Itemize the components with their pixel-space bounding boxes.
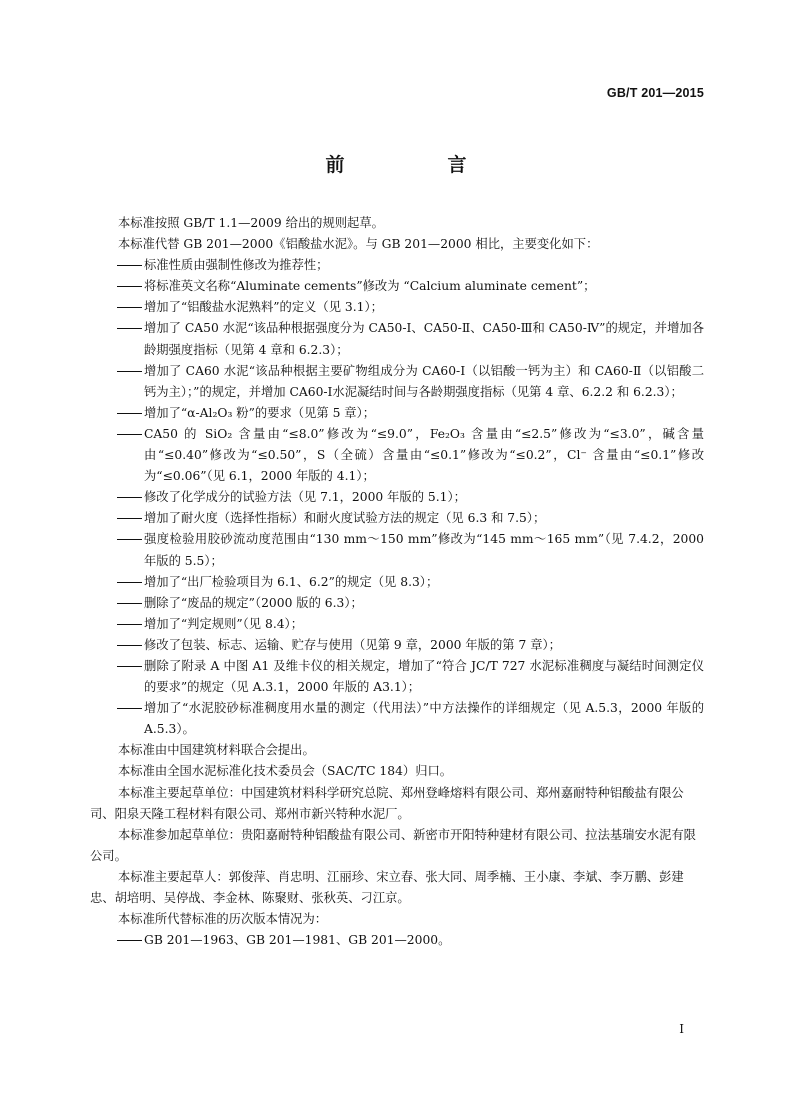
paragraph: 本标准所代替标准的历次版本情况为：: [118, 912, 328, 927]
list-item: 增加了“判定规则”（见 8.4）；: [144, 616, 304, 631]
standard-number: GB/T 201—2015: [606, 86, 704, 100]
list-item: 修改了化学成分的试验方法（见 7.1，2000 年版的 5.1）；: [144, 490, 466, 505]
paragraph: 本标准按照 GB/T 1.1—2009 给出的规则起草。: [118, 216, 384, 230]
paragraph: 本标准主要起草人：郭俊萍、肖忠明、江丽珍、宋立春、张大同、周季楠、王小康、李斌、李万鹏、彭建忠、胡培明、吴停战、李金林、陈聚财、张秋英、刁江京。: [90, 869, 684, 905]
changes-list: [116, 255, 704, 740]
paragraph: 本标准由中国建筑材料联合会提出。: [118, 743, 315, 758]
page-title: 前 言: [325, 154, 509, 176]
paragraph: 本标准由全国水泥标准化技术委员会（SAC/TC 184）归口。: [118, 764, 453, 779]
list-item: 增加了“水泥胶砂标准稠度用水量的测定（代用法）”中方法操作的详细规定（见 A.5.3，2000 年版的 A.5.3）。: [144, 701, 704, 737]
list-item: CA50 的 SiO₂ 含量由“≤8.0”修改为“≤9.0”，Fe₂O₃ 含量由“≤2.5”修改为“≤3.0”，碱含量由“≤0.40”修改为“≤0.50”，S（全硫）含量由“≤0.1”修改为“≤0.2”，Cl⁻ 含量由“≤0.1”修改为“≤0.06”（见 6.1，2000 年版的 4.1）；: [144, 426, 704, 484]
list-item: 删除了“废品的规定”（2000 版的 6.3）；: [144, 595, 363, 610]
list-item: 增加了“α-Al₂O₃ 粉”的要求（见第 5 章）；: [144, 405, 376, 420]
list-item: 增加了“出厂检验项目为 6.1、6.2”的规定（见 8.3）；: [144, 574, 439, 589]
history-list: [116, 930, 704, 951]
paragraph: 本标准参加起草单位：贵阳嘉耐特种铝酸盐有限公司、新密市开阳特种建材有限公司、拉法基瑞安水泥有限公司。: [90, 827, 696, 863]
list-item: 增加了 CA60 水泥“该品种根据主要矿物组成分为 CA60-Ⅰ（以铝酸一钙为主）和 CA60-Ⅱ（以铝酸二钙为主）；”的规定，并增加 CA60-Ⅰ水泥凝结时间与各龄期强度指标（见第 4 章、6.2.2 和 6.2.3）；: [144, 363, 704, 399]
paragraph: 本标准主要起草单位：中国建筑材料科学研究总院、郑州登峰熔料有限公司、郑州嘉耐特种铝酸盐有限公司、阳泉天隆工程材料有限公司、郑州市新兴特种水泥厂。: [90, 785, 684, 821]
list-item: GB 201—1963、GB 201—1981、GB 201—2000。: [144, 933, 451, 948]
list-item: 增加了耐火度（选择性指标）和耐火度试验方法的规定（见 6.3 和 7.5）；: [144, 511, 546, 526]
list-item: 修改了包装、标志、运输、贮存与使用（见第 9 章，2000 年版的第 7 章）；: [144, 637, 561, 652]
list-item: 将标准英文名称“Aluminate cements”修改为 “Calcium aluminate cement”；: [144, 279, 596, 294]
list-item: 标准性质由强制性修改为推荐性；: [144, 258, 329, 273]
paragraph: 本标准代替 GB 201—2000《铝酸盐水泥》。与 GB 201—2000 相比，主要变化如下：: [118, 237, 599, 252]
list-item: 强度检验用胶砂流动度范围由“130 mm～150 mm”修改为“145 mm～165 mm”（见 7.4.2，2000 年版的 5.5）；: [144, 532, 704, 568]
page-number: I: [679, 1022, 684, 1036]
list-item: 增加了“铝酸盐水泥熟料”的定义（见 3.1）；: [144, 300, 383, 315]
list-item: 增加了 CA50 水泥“该品种根据强度分为 CA50-Ⅰ、CA50-Ⅱ、CA50-Ⅲ和 CA50-Ⅳ”的规定，并增加各龄期强度指标（见第 4 章和 6.2.3）；: [144, 321, 704, 357]
foreword-body: [90, 213, 704, 951]
list-item: 删除了附录 A 中图 A1 及维卡仪的相关规定，增加了“符合 JC/T 727 水泥标准稠度与凝结时间测定仪的要求”的规定（见 A.3.1，2000 年版的 A3.1）；: [144, 658, 704, 695]
